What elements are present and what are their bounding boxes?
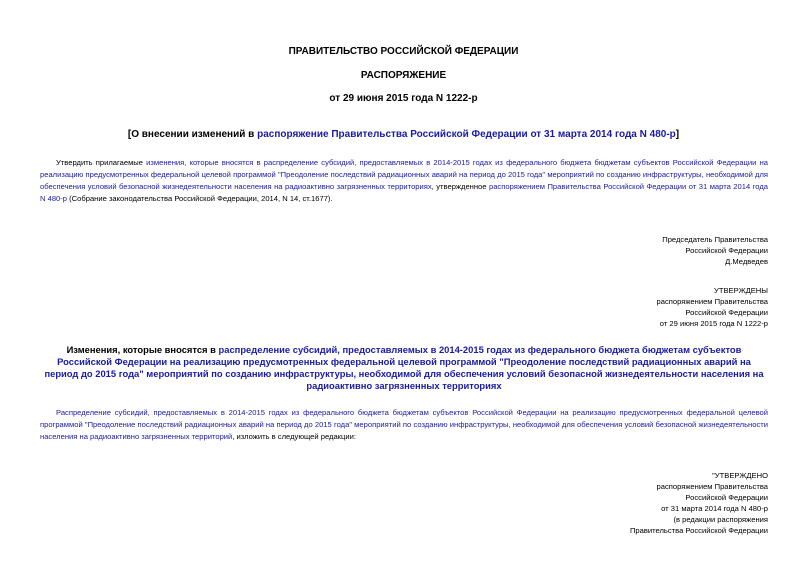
- original-order-link[interactable]: распоряжением Правительства Российской Федерации от 31 марта 2014 года N 480-р: [40, 182, 768, 203]
- approval-block-2: [630, 470, 768, 536]
- signature-position: Председатель Правительства: [662, 235, 768, 244]
- signature-org: Российской Федерации: [685, 246, 768, 255]
- approval2-line-2: распоряжением Правительства: [656, 482, 768, 491]
- changes-link[interactable]: изменения, которые вносятся в распределение субсидий, предоставляемых в 2014-2015 годах из федерального бюджета бюджетам субъектов Российской Федерации на реализацию предусмотренных федеральной целевой программой "Преодоление последствий радиационных аварий на период до 2015 года" мероприятий по созданию инфраструктуры, необходимой для обеспечения условий безопасной жизнедеятельности населения на радиоактивно загрязненных территориях: [40, 158, 768, 191]
- order-paragraph-text-a: Утвердить прилагаемые: [56, 158, 147, 167]
- order-type-heading: РАСПОРЯЖЕНИЕ: [360, 70, 447, 81]
- approval2-line-3: Российской Федерации: [685, 493, 768, 502]
- distribution-link[interactable]: Распределение субсидий, предоставляемых в 2014-2015 годах из федерального бюджета бюджетам субъектов Российской Федерации на реализацию предусмотренных федеральной целевой программой "Преодоление последствий радиационных аварий на период до 2015 года" мероприятий по созданию инфраструктуры, необходимой для обеспечения условий безопасной жизнедеятельности населения на радиоактивно загрязненных территорий: [40, 408, 768, 441]
- approval-caption: УТВЕРЖДЕНЫ: [714, 286, 768, 295]
- signature-block: [662, 234, 768, 267]
- document-title: [0, 129, 807, 140]
- changes-paragraph: [40, 407, 768, 443]
- approval-block: [657, 285, 769, 329]
- changes-title: [40, 344, 768, 392]
- signature-name: Д.Медведев: [725, 257, 768, 266]
- order-paragraph: [40, 157, 768, 205]
- order-paragraph-text-c: (Собрание законодательства Российской Федерации, 2014, N 14, ст.1677).: [67, 194, 333, 203]
- order-date-heading: от 29 июня 2015 года N 1222-р: [329, 93, 478, 104]
- approval2-line-6: Правительства Российской Федерации: [629, 526, 768, 535]
- approval-line-3: Российской Федерации: [685, 308, 768, 317]
- approval2-caption: "УТВЕРЖДЕНО: [712, 471, 768, 480]
- approval-line-2: распоряжением Правительства: [656, 297, 768, 306]
- approval-line-4: от 29 июня 2015 года N 1222-р: [659, 319, 768, 328]
- changes-paragraph-text: , изложить в следующей редакции:: [232, 432, 356, 441]
- approval2-line-5: (в редакции распоряжения: [673, 515, 768, 524]
- document-title-link[interactable]: распоряжение Правительства Российской Федерации от 31 марта 2014 года N 480-р: [257, 129, 676, 140]
- changes-title-link[interactable]: распределение субсидий, предоставляемых в 2014-2015 годах из федерального бюджета бюджетам субъектов Российской Федерации на реализацию предусмотренных федеральной целевой программой "Преодоление последствий радиационных аварий на период до 2015 года" мероприятий по созданию инфраструктуры, необходимой для обеспечения условий безопасной жизнедеятельности населения на радиоактивно загрязненных территориях: [44, 344, 764, 391]
- changes-title-prefix: Изменения, которые вносятся в: [66, 344, 219, 355]
- order-paragraph-text-b: , утвержденное: [431, 182, 489, 191]
- government-heading: ПРАВИТЕЛЬСТВО РОССИЙСКОЙ ФЕДЕРАЦИИ: [288, 46, 519, 57]
- document-title-suffix: ]: [675, 129, 680, 140]
- document-title-prefix: [О внесении изменений в: [127, 129, 258, 140]
- approval2-line-4: от 31 марта 2014 года N 480-р: [661, 504, 768, 513]
